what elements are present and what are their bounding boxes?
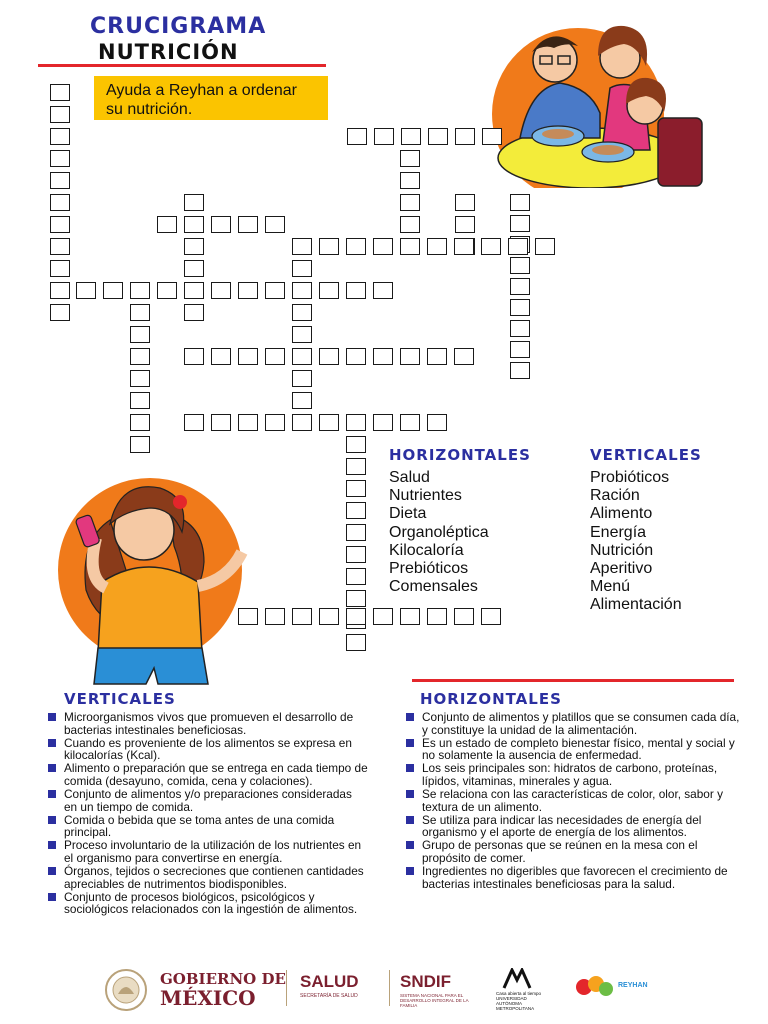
crossword-cell[interactable] bbox=[157, 282, 177, 299]
crossword-cell[interactable] bbox=[50, 172, 70, 189]
crossword-cell[interactable] bbox=[400, 238, 420, 255]
wordbank-horizontales-title: HORIZONTALES bbox=[389, 446, 531, 464]
crossword-cell[interactable] bbox=[346, 524, 366, 541]
divider-horizontales bbox=[412, 679, 734, 682]
crossword-cell[interactable] bbox=[184, 216, 204, 233]
crossword-cell[interactable] bbox=[346, 568, 366, 585]
crossword-cell[interactable] bbox=[535, 238, 555, 255]
crossword-cell[interactable] bbox=[292, 608, 312, 625]
crossword-cell[interactable] bbox=[346, 348, 366, 365]
crossword-cell[interactable] bbox=[346, 436, 366, 453]
crossword-cell[interactable] bbox=[454, 348, 474, 365]
clue-item: Se utiliza para indicar las necesidades de energía del organismo y el aporte de energía de los alimentos. bbox=[406, 814, 742, 839]
reyhan-logo-icon bbox=[574, 972, 614, 1002]
uam-sub: Casa abierta al tiempo UNIVERSIDAD AUTÓNOMA METROPOLITANA bbox=[496, 991, 542, 1011]
crossword-cell[interactable] bbox=[184, 194, 204, 211]
bullet-icon bbox=[48, 816, 56, 824]
title-crucigrama: CRUCIGRAMA bbox=[90, 14, 267, 39]
girl-illustration bbox=[40, 462, 260, 688]
crossword-cell[interactable] bbox=[428, 128, 448, 145]
crossword-cell[interactable] bbox=[292, 348, 312, 365]
crossword-cell[interactable] bbox=[346, 414, 366, 431]
crossword-cell[interactable] bbox=[346, 238, 366, 255]
crossword-cell[interactable] bbox=[50, 260, 70, 277]
crossword-cell[interactable] bbox=[130, 436, 150, 453]
crossword-cell[interactable] bbox=[130, 326, 150, 343]
crossword-cell[interactable] bbox=[184, 260, 204, 277]
crossword-cell[interactable] bbox=[346, 590, 366, 607]
crossword-cell[interactable] bbox=[292, 326, 312, 343]
crossword-cell[interactable] bbox=[103, 282, 123, 299]
crossword-cell[interactable] bbox=[292, 304, 312, 321]
crossword-cell[interactable] bbox=[427, 414, 447, 431]
clues-verticales-title: VERTICALES bbox=[64, 690, 176, 708]
crossword-cell[interactable] bbox=[292, 282, 312, 299]
title-nutricion: NUTRICIÓN bbox=[98, 40, 239, 64]
crossword-cell[interactable] bbox=[50, 304, 70, 321]
crossword-cell[interactable] bbox=[400, 216, 420, 233]
clue-item: Órganos, tejidos o secreciones que contienen cantidades apreciables de nutrimentos biodisponibles. bbox=[48, 865, 368, 890]
reyhan-logo: REYHAN bbox=[618, 982, 648, 989]
uam-logo-icon bbox=[502, 968, 532, 990]
crossword-cell[interactable] bbox=[238, 348, 258, 365]
crossword-cell[interactable] bbox=[373, 348, 393, 365]
clue-item: Conjunto de alimentos y/o preparaciones consideradas en un tiempo de comida. bbox=[48, 788, 368, 813]
crossword-cell[interactable] bbox=[50, 84, 70, 101]
crossword-cell[interactable] bbox=[130, 414, 150, 431]
crossword-cell[interactable] bbox=[346, 480, 366, 497]
crossword-cell[interactable] bbox=[238, 414, 258, 431]
crossword-cell[interactable] bbox=[292, 370, 312, 387]
crossword-cell[interactable] bbox=[76, 282, 96, 299]
clue-item: Conjunto de procesos biológicos, psicológicos y sociológicos relacionados con la ingestión de alimentos. bbox=[48, 891, 368, 916]
clue-item: Es un estado de completo bienestar físico, mental y social y no solamente la ausencia de enfermedad. bbox=[406, 737, 742, 762]
bullet-icon bbox=[406, 713, 414, 721]
clue-item: Alimento o preparación que se entrega en cada tiempo de comida (desayuno, comida, cena y colaciones). bbox=[48, 762, 368, 787]
crossword-cell[interactable] bbox=[319, 608, 339, 625]
crossword-cell[interactable] bbox=[319, 414, 339, 431]
coat-of-arms-icon bbox=[104, 968, 148, 1012]
crossword-cell[interactable] bbox=[346, 634, 366, 651]
crossword-cell[interactable] bbox=[427, 608, 447, 625]
word-item: Energía bbox=[590, 523, 647, 541]
gob-line1: GOBIERNO DE bbox=[160, 970, 286, 988]
crossword-cell[interactable] bbox=[50, 150, 70, 167]
crossword-cell[interactable] bbox=[455, 216, 475, 233]
crossword-cell[interactable] bbox=[481, 238, 501, 255]
crossword-cell[interactable] bbox=[455, 194, 475, 211]
crossword-cell[interactable] bbox=[184, 348, 204, 365]
bullet-icon bbox=[406, 739, 414, 747]
bullet-icon bbox=[406, 816, 414, 824]
crossword-cell[interactable] bbox=[346, 458, 366, 475]
crossword-cell[interactable] bbox=[346, 546, 366, 563]
clue-item: Grupo de personas que se reúnen en la mesa con el propósito de comer. bbox=[406, 839, 742, 864]
crossword-cell[interactable] bbox=[238, 216, 258, 233]
crossword-cell[interactable] bbox=[292, 414, 312, 431]
bullet-icon bbox=[406, 790, 414, 798]
crossword-cell[interactable] bbox=[373, 238, 393, 255]
title-underline bbox=[38, 64, 326, 67]
crossword-cell[interactable] bbox=[373, 608, 393, 625]
crossword-cell[interactable] bbox=[265, 216, 285, 233]
crossword-cell[interactable] bbox=[319, 238, 339, 255]
word-item: Alimentación bbox=[590, 596, 682, 614]
crossword-cell[interactable] bbox=[130, 370, 150, 387]
word-item: Nutrición bbox=[590, 541, 654, 559]
word-item: Probióticos bbox=[590, 469, 670, 486]
clue-item: Conjunto de alimentos y platillos que se consumen cada día, y constituye la unidad de la alimentación. bbox=[406, 711, 742, 736]
crossword-cell[interactable] bbox=[510, 341, 530, 358]
word-item: Kilocaloría bbox=[389, 541, 464, 559]
crossword-cell[interactable] bbox=[454, 238, 474, 255]
salud-logo: SALUD bbox=[300, 972, 359, 991]
crossword-cell[interactable] bbox=[510, 278, 530, 295]
word-item: Organoléptica bbox=[389, 523, 489, 541]
crossword-cell[interactable] bbox=[238, 282, 258, 299]
sndif-logo: SNDIF bbox=[400, 972, 451, 991]
clue-item: Los seis principales son: hidratos de carbono, proteínas, lípidos, vitaminas, minerales y agua. bbox=[406, 762, 742, 787]
crossword-cell[interactable] bbox=[400, 608, 420, 625]
word-item: Alimento bbox=[590, 505, 653, 523]
crossword-cell[interactable] bbox=[50, 238, 70, 255]
crossword-cell[interactable] bbox=[50, 194, 70, 211]
crossword-cell[interactable] bbox=[510, 194, 530, 211]
word-item: Aperitivo bbox=[590, 560, 653, 578]
crossword-cell[interactable] bbox=[130, 282, 150, 299]
crossword-cell[interactable] bbox=[346, 502, 366, 519]
clue-item: Microorganismos vivos que promueven el desarrollo de bacterias intestinales beneficiosas. bbox=[48, 711, 368, 736]
crossword-cell[interactable] bbox=[508, 238, 528, 255]
bullet-icon bbox=[48, 841, 56, 849]
clues-horizontales bbox=[406, 711, 742, 891]
crossword-cell[interactable] bbox=[510, 362, 530, 379]
clues-verticales bbox=[48, 711, 368, 917]
word-item: Ración bbox=[590, 487, 640, 505]
crossword-cell[interactable] bbox=[347, 128, 367, 145]
crossword-cell[interactable] bbox=[319, 282, 339, 299]
crossword-cell[interactable] bbox=[184, 238, 204, 255]
crossword-cell[interactable] bbox=[184, 282, 204, 299]
wordbank-verticales-title: VERTICALES bbox=[590, 446, 702, 464]
crossword-cell[interactable] bbox=[510, 299, 530, 316]
crossword-cell[interactable] bbox=[211, 348, 231, 365]
bullet-icon bbox=[48, 867, 56, 875]
crossword-cell[interactable] bbox=[292, 260, 312, 277]
crossword-cell[interactable] bbox=[238, 608, 258, 625]
instruction-box: Ayuda a Reyhan a ordenar su nutrición. bbox=[94, 76, 328, 120]
word-item: Dieta bbox=[389, 505, 427, 523]
clue-item: Ingredientes no digeribles que favorecen el crecimiento de bacterias intestinales beneficiosas para la salud. bbox=[406, 865, 742, 890]
crossword-cell[interactable] bbox=[130, 392, 150, 409]
word-item: Nutrientes bbox=[389, 487, 462, 505]
crossword-cell[interactable] bbox=[481, 608, 501, 625]
footer-divider bbox=[286, 970, 287, 1006]
bullet-icon bbox=[48, 713, 56, 721]
crossword-cell[interactable] bbox=[130, 348, 150, 365]
crossword-cell[interactable] bbox=[482, 128, 502, 145]
sndif-sub: SISTEMA NACIONAL PARA EL DESARROLLO INTEGRAL DE LA FAMILIA bbox=[400, 993, 469, 1008]
crossword-cell[interactable] bbox=[346, 282, 366, 299]
crossword-cell[interactable] bbox=[400, 150, 420, 167]
crossword-cell[interactable] bbox=[50, 216, 70, 233]
crossword-cell[interactable] bbox=[265, 348, 285, 365]
crossword-cell[interactable] bbox=[454, 608, 474, 625]
clue-item: Cuando es proveniente de los alimentos se expresa en kilocalorías (Kcal). bbox=[48, 737, 368, 762]
crossword-cell[interactable] bbox=[427, 348, 447, 365]
crossword-cell[interactable] bbox=[211, 282, 231, 299]
bullet-icon bbox=[48, 790, 56, 798]
bullet-icon bbox=[406, 764, 414, 772]
crossword-cell[interactable] bbox=[510, 215, 530, 232]
word-item: Salud bbox=[389, 469, 430, 486]
crossword-cell[interactable] bbox=[50, 282, 70, 299]
crossword-cell[interactable] bbox=[292, 238, 312, 255]
footer-logos bbox=[104, 966, 704, 1012]
bullet-icon bbox=[406, 867, 414, 875]
bullet-icon bbox=[406, 841, 414, 849]
crossword-cell[interactable] bbox=[400, 348, 420, 365]
crossword-cell[interactable] bbox=[265, 608, 285, 625]
crossword-cell[interactable] bbox=[400, 194, 420, 211]
crossword-cell[interactable] bbox=[400, 414, 420, 431]
crossword-cell[interactable] bbox=[211, 414, 231, 431]
wordbank-verticales-list bbox=[590, 469, 682, 615]
crossword-cell[interactable] bbox=[265, 414, 285, 431]
crossword-cell[interactable] bbox=[427, 238, 447, 255]
clue-item: Se relaciona con las características de color, olor, sabor y textura de un alimento. bbox=[406, 788, 742, 813]
crossword-cell[interactable] bbox=[455, 128, 475, 145]
family-illustration bbox=[480, 18, 712, 188]
wordbank-horizontales-list bbox=[389, 469, 489, 596]
crossword-cell[interactable] bbox=[510, 257, 530, 274]
crossword-cell[interactable] bbox=[130, 304, 150, 321]
word-item: Comensales bbox=[389, 578, 478, 596]
crossword-cell[interactable] bbox=[211, 216, 231, 233]
crossword-cell[interactable] bbox=[265, 282, 285, 299]
crossword-cell[interactable] bbox=[292, 392, 312, 409]
crossword-cell[interactable] bbox=[50, 106, 70, 123]
crossword-cell[interactable] bbox=[400, 172, 420, 189]
crossword-cell[interactable] bbox=[510, 320, 530, 337]
gob-line2: MÉXICO bbox=[160, 986, 256, 1010]
footer-divider bbox=[389, 970, 390, 1006]
crossword-cell[interactable] bbox=[374, 128, 394, 145]
clue-item: Proceso involuntario de la utilización de los nutrientes en el organismo para convertirse en energía. bbox=[48, 839, 368, 864]
salud-sub: SECRETARÍA DE SALUD bbox=[300, 993, 358, 999]
crossword-cell[interactable] bbox=[401, 128, 421, 145]
crossword-cell[interactable] bbox=[184, 304, 204, 321]
crossword-cell[interactable] bbox=[346, 608, 366, 625]
crossword-cell[interactable] bbox=[373, 414, 393, 431]
crossword-cell[interactable] bbox=[319, 348, 339, 365]
crossword-cell[interactable] bbox=[50, 128, 70, 145]
bullet-icon bbox=[48, 739, 56, 747]
word-item: Prebióticos bbox=[389, 560, 469, 578]
bullet-icon bbox=[48, 764, 56, 772]
clue-item: Comida o bebida que se toma antes de una comida principal. bbox=[48, 814, 368, 839]
crossword-cell[interactable] bbox=[184, 414, 204, 431]
bullet-icon bbox=[48, 893, 56, 901]
crossword-cell[interactable] bbox=[373, 282, 393, 299]
crossword-cell[interactable] bbox=[157, 216, 177, 233]
clues-horizontales-title: HORIZONTALES bbox=[420, 690, 562, 708]
word-item: Menú bbox=[590, 578, 631, 596]
